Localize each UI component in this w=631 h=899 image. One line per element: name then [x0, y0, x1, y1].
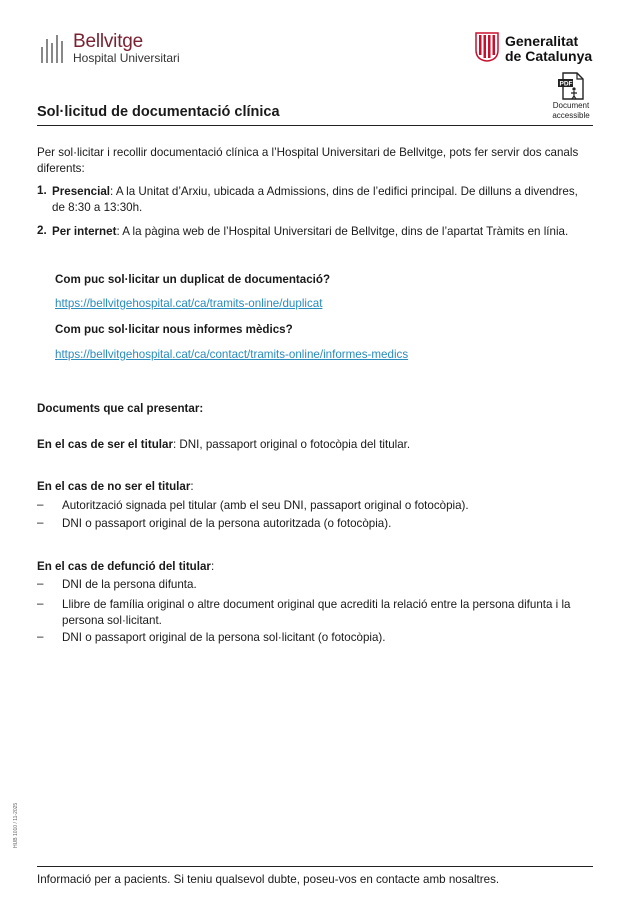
list-dash: –	[37, 630, 44, 643]
generalitat-name: Generalitat	[505, 33, 579, 49]
intro-paragraph: Per sol·licitar i recollir documentació clínica a l’Hospital Universitari de Bellvitge, pots fer servir dos canals diferents:	[37, 146, 579, 175]
case-no-titular-heading	[37, 479, 593, 495]
case-defuncio-label: En el cas de defunció del titular	[37, 560, 211, 573]
list-item: DNI o passaport original de la persona sol·licitant (o fotocòpia).	[62, 631, 386, 644]
channel-item-1	[52, 184, 592, 216]
list-item: Autorització signada pel titular (amb el seu DNI, passaport original o fotocòpia).	[62, 499, 469, 512]
list-dash: –	[37, 577, 44, 590]
question-informes: Com puc sol·licitar nous informes mèdics?	[55, 323, 293, 336]
document-code: HUB 1010 / 11-2025	[13, 802, 19, 848]
footer-text: Informació per a pacients. Si teniu qualsevol dubte, poseu-vos en contacte amb nosaltres.	[37, 873, 500, 886]
footer-divider	[37, 866, 593, 867]
generalitat-name-2: de Catalunya	[505, 48, 593, 64]
link-duplicat[interactable]: https://bellvitgehospital.cat/ca/tramits-online/duplicat	[55, 297, 323, 310]
channel-label-2: Per internet	[52, 225, 117, 238]
list-dash: –	[37, 597, 44, 610]
case-defuncio-suffix: :	[210, 560, 215, 573]
case-titular	[37, 437, 593, 453]
brand-name: Bellvitge	[73, 31, 144, 52]
channel-number-2: 2.	[37, 224, 47, 237]
list-item: DNI de la persona difunta.	[62, 578, 197, 591]
accessible-label-line1: Document	[552, 101, 590, 110]
channel-number-1: 1.	[37, 184, 47, 197]
bellvitge-logo-icon	[40, 33, 68, 63]
accessible-label	[548, 101, 594, 121]
list-item: DNI o passaport original de la persona autoritzada (o fotocòpia).	[62, 517, 392, 530]
list-dash: –	[37, 498, 44, 511]
svg-text:PDF: PDF	[559, 80, 573, 88]
case-titular-text: : DNI, passaport original o fotocòpia del titular.	[172, 438, 411, 451]
case-no-titular-suffix: :	[190, 480, 194, 493]
title-divider	[37, 125, 593, 126]
documents-heading: Documents que cal presentar:	[37, 402, 204, 415]
brand-subtitle: Hospital Universitari	[73, 51, 180, 65]
channel-item-2	[52, 224, 592, 240]
question-duplicat: Com puc sol·licitar un duplicat de documentació?	[55, 273, 331, 286]
channel-label-1: Presencial	[52, 185, 111, 198]
case-defuncio-heading	[37, 559, 593, 575]
generalitat-emblem-icon	[475, 32, 499, 62]
link-informes[interactable]: https://bellvitgehospital.cat/ca/contact/tramits-online/informes-medics	[55, 348, 409, 361]
page-title: Sol·licitud de documentació clínica	[37, 104, 280, 120]
case-no-titular-label: En el cas de no ser el titular	[37, 480, 191, 493]
list-dash: –	[37, 516, 44, 529]
accessible-label-line2: accessible	[552, 111, 590, 120]
channel-text-2: : A la pàgina web de l’Hospital Universitari de Bellvitge, dins de l’apartat Tràmits en línia.	[116, 225, 569, 238]
channel-text-1: : A la Unitat d’Arxiu, ubicada a Admissions, dins de l’edifici principal. De dilluns a divendres, de 8:30 a 13:30h.	[52, 185, 578, 214]
accessible-pdf-icon	[557, 71, 587, 101]
list-item: Llibre de família original o altre document original que acrediti la relació entre la persona difunta i la persona sol·licitant.	[62, 598, 571, 627]
case-titular-label: En el cas de ser el titular	[37, 438, 173, 451]
